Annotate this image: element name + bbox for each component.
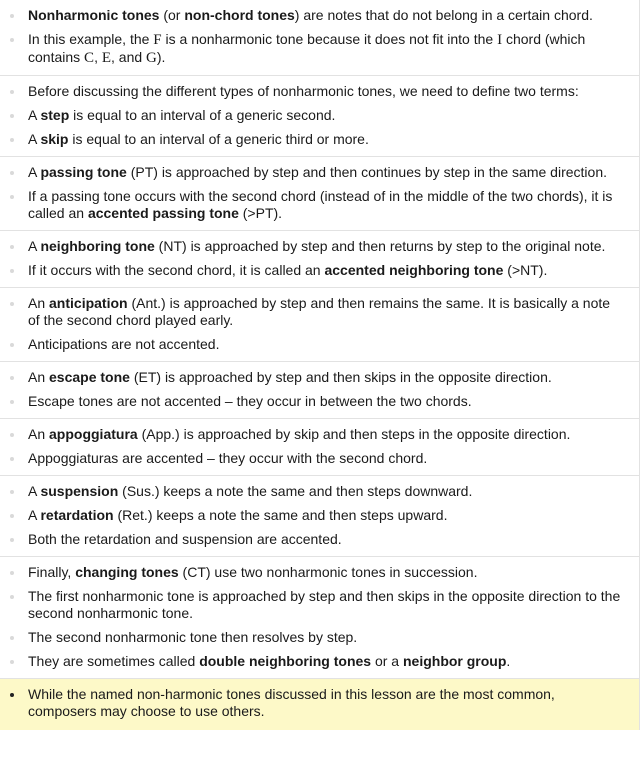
note-section [0,419,639,476]
text: While the named non-harmonic tones discussed in this lesson are the most common, composers may choose to use others. [28,686,555,719]
text: A [28,131,41,147]
list-item [0,528,639,552]
note-section [0,0,639,76]
bullet-icon [10,195,14,199]
term: accented neighboring tone [324,262,504,278]
bullet-icon [10,660,14,664]
text: Before discussing the different types of nonharmonic tones, we need to define two terms: [28,83,579,99]
note-section [0,362,639,419]
list-item [0,185,639,226]
text: (Sus.) keeps a note the same and then steps downward. [118,483,473,499]
text: A [28,507,41,523]
text: . [506,653,511,669]
term: Nonharmonic tones [28,7,160,23]
term: skip [40,131,69,147]
text: Anticipations are not accented. [28,336,220,352]
bullet-icon [10,571,14,575]
text: Finally, [28,564,76,580]
term: appoggiatura [49,426,138,442]
bullet-icon [10,90,14,94]
term: neighbor group [402,653,507,669]
note-section [0,679,639,730]
list-item [0,423,639,447]
list-item [0,626,639,650]
bullet-icon [10,693,14,697]
bullet-icon [10,636,14,640]
text: An [28,295,50,311]
bullet-icon [10,245,14,249]
term: step [40,107,70,123]
text: In this example, the [28,31,154,47]
text: is equal to an interval of a generic second. [69,107,336,123]
text: is a nonharmonic tone because it does not fit into the [161,31,498,47]
text: If it occurs with the second chord, it is called an [28,262,325,278]
term: changing tones [75,564,179,580]
bullet-icon [10,514,14,518]
bullet-icon [10,269,14,273]
text: , [94,49,102,65]
bullet-icon [10,14,14,18]
text: (>PT). [238,205,283,221]
list-item [0,28,639,71]
list-item [0,447,639,471]
text: E [101,50,112,66]
text: F [153,32,162,48]
term: suspension [40,483,119,499]
term: escape tone [49,369,130,385]
text: chord (which contains [28,31,586,65]
text: Escape tones are not accented – they occur in between the two chords. [28,393,472,409]
text: (or [159,7,185,23]
note-section [0,76,639,157]
text: ) are notes that do not belong in a certain chord. [294,7,593,23]
list-item [0,128,639,152]
list-item [0,80,639,104]
text: (Ret.) keeps a note the same and then steps upward. [113,507,448,523]
list-item [0,333,639,357]
text: (CT) use two nonharmonic tones in succession. [178,564,478,580]
list-item [0,4,639,28]
list-item [0,683,639,724]
text: C [84,50,95,66]
bullet-icon [10,114,14,118]
term: anticipation [49,295,128,311]
bullet-icon [10,171,14,175]
list-item [0,235,639,259]
bullet-icon [10,138,14,142]
term: retardation [40,507,114,523]
bullet-icon [10,376,14,380]
text: (Ant.) is approached by step and then remains the same. It is basically a note of the second chord played early. [28,295,611,328]
list-item [0,259,639,283]
bullet-icon [10,538,14,542]
list-item [0,480,639,504]
note-section [0,288,639,362]
bullet-icon [10,457,14,461]
text: or a [371,653,403,669]
text: The first nonharmonic tone is approached by step and then skips in the opposite direction to the second nonharmonic tone. [28,588,621,621]
note-section [0,557,639,679]
text: An [28,369,50,385]
text: An [28,426,50,442]
list-item [0,390,639,414]
text: (NT) is approached by step and then returns by step to the original note. [154,238,606,254]
bullet-icon [10,38,14,42]
list-item [0,504,639,528]
list-item [0,104,639,128]
bullet-icon [10,595,14,599]
bullet-icon [10,302,14,306]
list-item [0,161,639,185]
text: (App.) is approached by skip and then steps in the opposite direction. [137,426,571,442]
list-item [0,292,639,333]
text: Appoggiaturas are accented – they occur with the second chord. [28,450,428,466]
text: (>NT). [503,262,548,278]
text: If a passing tone occurs with the second chord (instead of in the middle of the two chords), it is called an [28,188,613,221]
text: G [146,50,157,66]
text: A [28,107,41,123]
note-section [0,476,639,557]
term: passing tone [40,164,127,180]
list-item [0,650,639,674]
list-item [0,561,639,585]
note-section [0,231,639,288]
term: double neighboring tones [199,653,372,669]
list-item [0,585,639,626]
bullet-icon [10,400,14,404]
term: non-chord tones [184,7,295,23]
text: A [28,164,41,180]
text: A [28,483,41,499]
term: accented passing tone [87,205,239,221]
text: They are sometimes called [28,653,200,669]
text: (ET) is approached by step and then skips in the opposite direction. [129,369,552,385]
text: is equal to an interval of a generic third or more. [68,131,369,147]
text: A [28,238,41,254]
text: ). [156,49,166,65]
text: , and [111,49,147,65]
text: Both the retardation and suspension are accented. [28,531,342,547]
text: I [497,32,503,48]
note-section [0,157,639,231]
bullet-icon [10,490,14,494]
list-item [0,366,639,390]
bullet-icon [10,343,14,347]
bullet-icon [10,433,14,437]
term: neighboring tone [40,238,155,254]
text: (PT) is approached by step and then continues by step in the same direction. [126,164,607,180]
text: The second nonharmonic tone then resolves by step. [28,629,358,645]
